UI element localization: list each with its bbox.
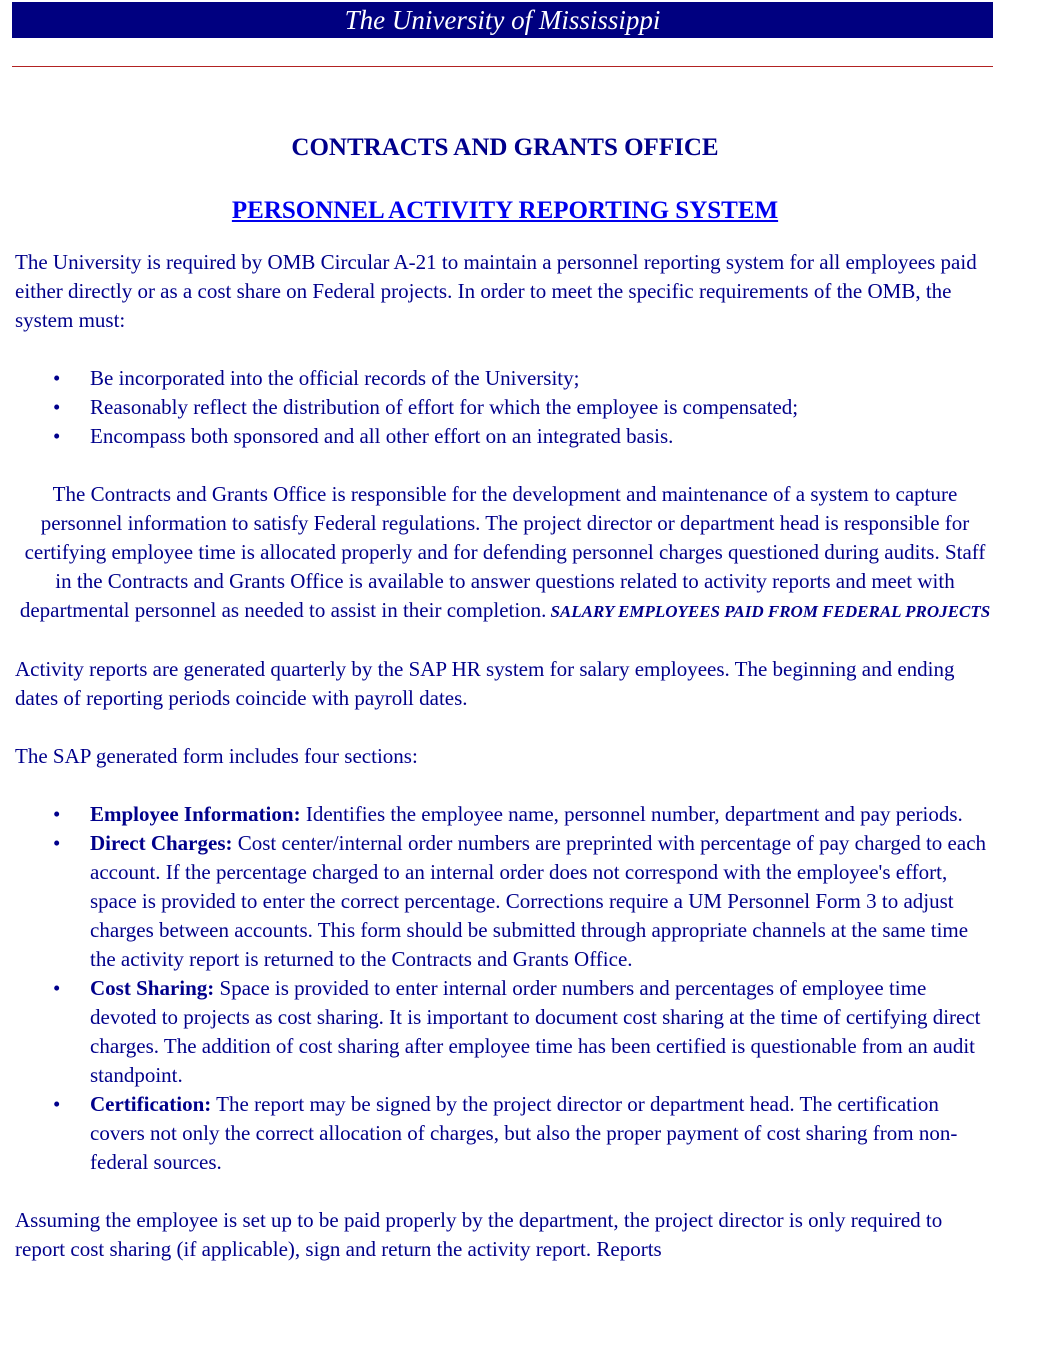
section-desc: The report may be signed by the project director or department head. The certification covers not only the correct allocation of charges, but also the proper payment of cost sharing from non-federal sources. <box>90 1092 958 1174</box>
office-title: CONTRACTS AND GRANTS OFFICE <box>291 134 719 161</box>
section-desc: Cost center/internal order numbers are preprinted with percentage of pay charged to each account. If the percentage charged to an internal order does not correspond with the employee's effort, space is provided to enter the correct percentage. Corrections require a UM Personnel Form 3 to adjust charges between accounts. This form should be submitted through appropriate channels at the same time the activity report is returned to the Contracts and Grants Office. <box>90 831 987 971</box>
form-sections-intro: The SAP generated form includes four sections: <box>15 744 418 768</box>
system-title <box>15 193 995 229</box>
list-item <box>15 800 995 829</box>
closing-paragraph: Assuming the employee is set up to be paid properly by the department, the project director is only required to report cost sharing (if applicable), sign and return the activity report. Reports <box>15 1208 943 1261</box>
section-term: Employee Information: <box>90 802 301 826</box>
system-title-link[interactable]: PERSONNEL ACTIVITY REPORTING SYSTEM <box>231 197 779 224</box>
activity-reports-paragraph: Activity reports are generated quarterly by the SAP HR system for salary employees. The beginning and ending dates of reporting periods coincide with payroll dates. <box>15 657 955 710</box>
banner-title: The University of Mississippi <box>344 5 661 35</box>
bullet-icon: • <box>53 831 61 855</box>
bullet-icon: • <box>53 976 61 1000</box>
bullet-icon: • <box>53 395 61 419</box>
section-desc: Space is provided to enter internal order numbers and percentages of employee time devoted to projects as cost sharing. It is important to document cost sharing at the time of certifying direct charges. The addition of cost sharing after employee time has been certified is questionable from an audit standpoint. <box>90 976 981 1087</box>
bullet-icon: • <box>53 1092 61 1116</box>
list-item <box>15 422 995 451</box>
requirements-list <box>15 364 995 451</box>
section-term: Cost Sharing: <box>90 976 215 1000</box>
form-sections-list <box>15 800 995 1177</box>
university-banner <box>12 2 993 38</box>
bullet-icon: • <box>53 424 61 448</box>
horizontal-rule <box>12 66 993 67</box>
requirement-text: Reasonably reflect the distribution of effort for which the employee is compensated; <box>90 395 799 419</box>
list-item <box>15 364 995 393</box>
list-item <box>15 393 995 422</box>
intro-paragraph: The University is required by OMB Circular A-21 to maintain a personnel reporting system for all employees paid either directly or as a cost share on Federal projects. In order to meet the specific requirements of the OMB, the system must: <box>15 250 977 332</box>
requirement-text: Be incorporated into the official records of the University; <box>90 366 580 390</box>
list-item <box>15 1090 995 1177</box>
section-term: Direct Charges: <box>90 831 233 855</box>
list-item <box>15 829 995 974</box>
section-desc: Identifies the employee name, personnel number, department and pay periods. <box>305 802 963 826</box>
requirement-text: Encompass both sponsored and all other effort on an integrated basis. <box>90 424 674 448</box>
responsibility-paragraph <box>15 480 995 626</box>
section-term: Certification: <box>90 1092 212 1116</box>
salary-employees-heading: SALARY EMPLOYEES PAID FROM FEDERAL PROJECTS <box>550 602 991 621</box>
list-item <box>15 974 995 1090</box>
bullet-icon: • <box>53 802 61 826</box>
responsibility-text: The Contracts and Grants Office is responsible for the development and maintenance of a system to capture personnel information to satisfy Federal regulations. The project director or department head is responsible for certifying employee time is allocated properly and for defending personnel charges questioned during audits. Staff in the Contracts and Grants Office is available to answer questions related to activity reports and meet with departmental personnel as needed to assist in their completion. <box>19 482 986 622</box>
main-content <box>15 130 995 1264</box>
bullet-icon: • <box>53 366 61 390</box>
